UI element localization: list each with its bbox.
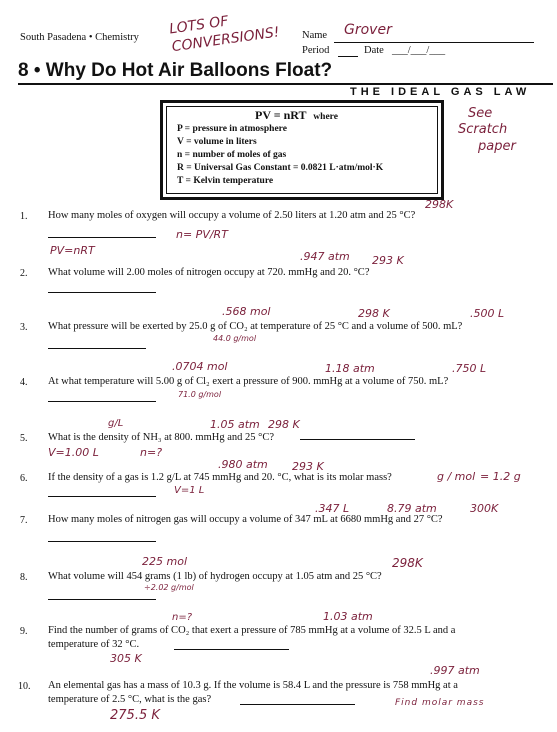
question-text: How many moles of nitrogen gas will occupy a volume of 347 mL at 6680 mmHg and 27 °C? (48, 514, 443, 525)
question-number: 4. (20, 377, 28, 388)
question-number: 3. (20, 322, 28, 333)
annotation: 225 mol (142, 555, 187, 568)
title-rule (18, 83, 553, 85)
name-label: Name (302, 30, 328, 41)
answer-blank[interactable] (48, 485, 156, 497)
answer-blank[interactable] (240, 693, 355, 705)
name-field[interactable] (334, 22, 534, 43)
question-number: 7. (20, 515, 28, 526)
question-text: How many moles of oxygen will occupy a volume of 2.50 liters at 1.20 atm and 25 °C? (48, 210, 416, 221)
annotation: .750 L (452, 362, 487, 375)
annotation: PV=nRT (50, 244, 95, 257)
question-number: 9. (20, 626, 28, 637)
school-course: South Pasadena • Chemistry (20, 32, 139, 43)
annotation: Find molar mass (395, 698, 485, 708)
annotation: .500 L (470, 307, 505, 320)
annotation: ÷2.02 g/mol (144, 583, 194, 592)
question-text: Find the number of grams of CO₂ that exert a pressure of 785 mmHg at a volume of 32.5 L and a (48, 625, 456, 636)
answer-blank[interactable] (48, 337, 146, 349)
annotation: .568 mol (222, 305, 271, 318)
question-text: What volume will 2.00 moles of nitrogen occupy at 720. mmHg and 20. °C? (48, 267, 370, 278)
formula-line: P = pressure in atmosphere (177, 124, 287, 134)
annotation: g / mol (437, 470, 476, 483)
formula-box-inner (166, 106, 438, 194)
formula-equation: PV = nRT (255, 108, 307, 122)
question-number: 2. (20, 268, 28, 279)
formula-line: V = volume in liters (177, 137, 257, 147)
question-text: An elemental gas has a mass of 10.3 g. If the volume is 58.4 L and the pressure is 758 mmHg at a (48, 680, 458, 691)
date-label: Date (364, 45, 384, 56)
annotation: 298 K (268, 418, 300, 431)
answer-blank[interactable] (48, 226, 156, 238)
formula-line: T = Kelvin temperature (177, 176, 274, 186)
annotation: 298K (425, 198, 454, 211)
annotation: V=1 L (174, 485, 205, 496)
annotation: n=? (172, 612, 193, 623)
answer-blank[interactable] (300, 428, 415, 440)
question-number: 8. (20, 572, 28, 583)
period-field[interactable] (338, 45, 358, 57)
annotation: 275.5 K (110, 708, 160, 723)
annotation: 8.79 atm (387, 502, 437, 515)
annotation: V=1.00 L (48, 446, 99, 459)
annotation: n=? (140, 446, 163, 459)
annotation: 293 K (372, 254, 404, 267)
answer-blank[interactable] (174, 638, 289, 650)
annotation: .347 L (315, 502, 350, 515)
formula-box (160, 100, 444, 200)
annotation: 293 K (292, 460, 324, 473)
annotation: .980 atm (218, 458, 268, 471)
question-text: temperature of 32 °C. (48, 639, 140, 650)
formula-line: R = Universal Gas Constant = 0.0821 L·atm/mol·K (177, 163, 384, 173)
question-number: 10. (18, 681, 31, 692)
question-text: What volume will 454 grams (1 lb) of hydrogen occupy at 1.05 atm and 25 °C? (48, 571, 382, 582)
question-text: At what temperature will 5.00 g of Cl₂ exert a pressure of 900. mmHg at a volume of 750. mL? (48, 376, 449, 387)
page-title: 8 • Why Do Hot Air Balloons Float? (18, 60, 333, 81)
page-subtitle: THE IDEAL GAS LAW (350, 86, 531, 98)
period-label: Period (302, 45, 330, 56)
side-note-line: Scratch (458, 122, 508, 137)
question-text: What is the density of NH₃ at 800. mmHg and 25 °C? (48, 432, 274, 443)
name-value: Grover (344, 22, 392, 38)
annotation: .0704 mol (172, 360, 228, 373)
answer-blank[interactable] (48, 530, 156, 542)
handwritten-note-conversions: LOTS OF CONVERSIONS! (168, 13, 281, 56)
annotation: 1.05 atm (210, 418, 260, 431)
annotation: .947 atm (300, 250, 350, 263)
question-number: 5. (20, 433, 28, 444)
question-number: 6. (20, 473, 28, 484)
answer-blank[interactable] (48, 588, 156, 600)
side-note-line: paper (478, 139, 516, 154)
annotation: 300K (470, 502, 499, 515)
annotation: 71.0 g/mol (178, 390, 222, 399)
annotation: 1.18 atm (325, 362, 375, 375)
annotation: 305 K (110, 652, 142, 665)
annotation: 44.0 g/mol (213, 334, 257, 343)
answer-blank[interactable] (48, 390, 156, 402)
annotation: .997 atm (430, 664, 480, 677)
question-number: 1. (20, 211, 28, 222)
annotation: 298 K (358, 307, 390, 320)
date-field[interactable]: ___/___/___ (392, 45, 446, 56)
question-text: If the density of a gas is 1.2 g/L at 745 mmHg and 20. °C, what is its molar mass? (48, 472, 392, 483)
annotation: = 1.2 g (480, 470, 521, 483)
formula-line: n = number of moles of gas (177, 150, 287, 160)
annotation: 1.03 atm (323, 610, 373, 623)
formula-where: where (313, 112, 338, 122)
question-text: What pressure will be exerted by 25.0 g of CO₂ at temperature of 25 °C and a volume of 500. mL? (48, 321, 463, 332)
annotation: 298K (392, 556, 423, 570)
question-text: temperature of 2.5 °C, what is the gas? (48, 694, 212, 705)
annotation: n= PV/RT (176, 228, 228, 241)
side-note-line: See (468, 106, 493, 121)
answer-blank[interactable] (48, 281, 156, 293)
annotation: g/L (108, 418, 124, 429)
